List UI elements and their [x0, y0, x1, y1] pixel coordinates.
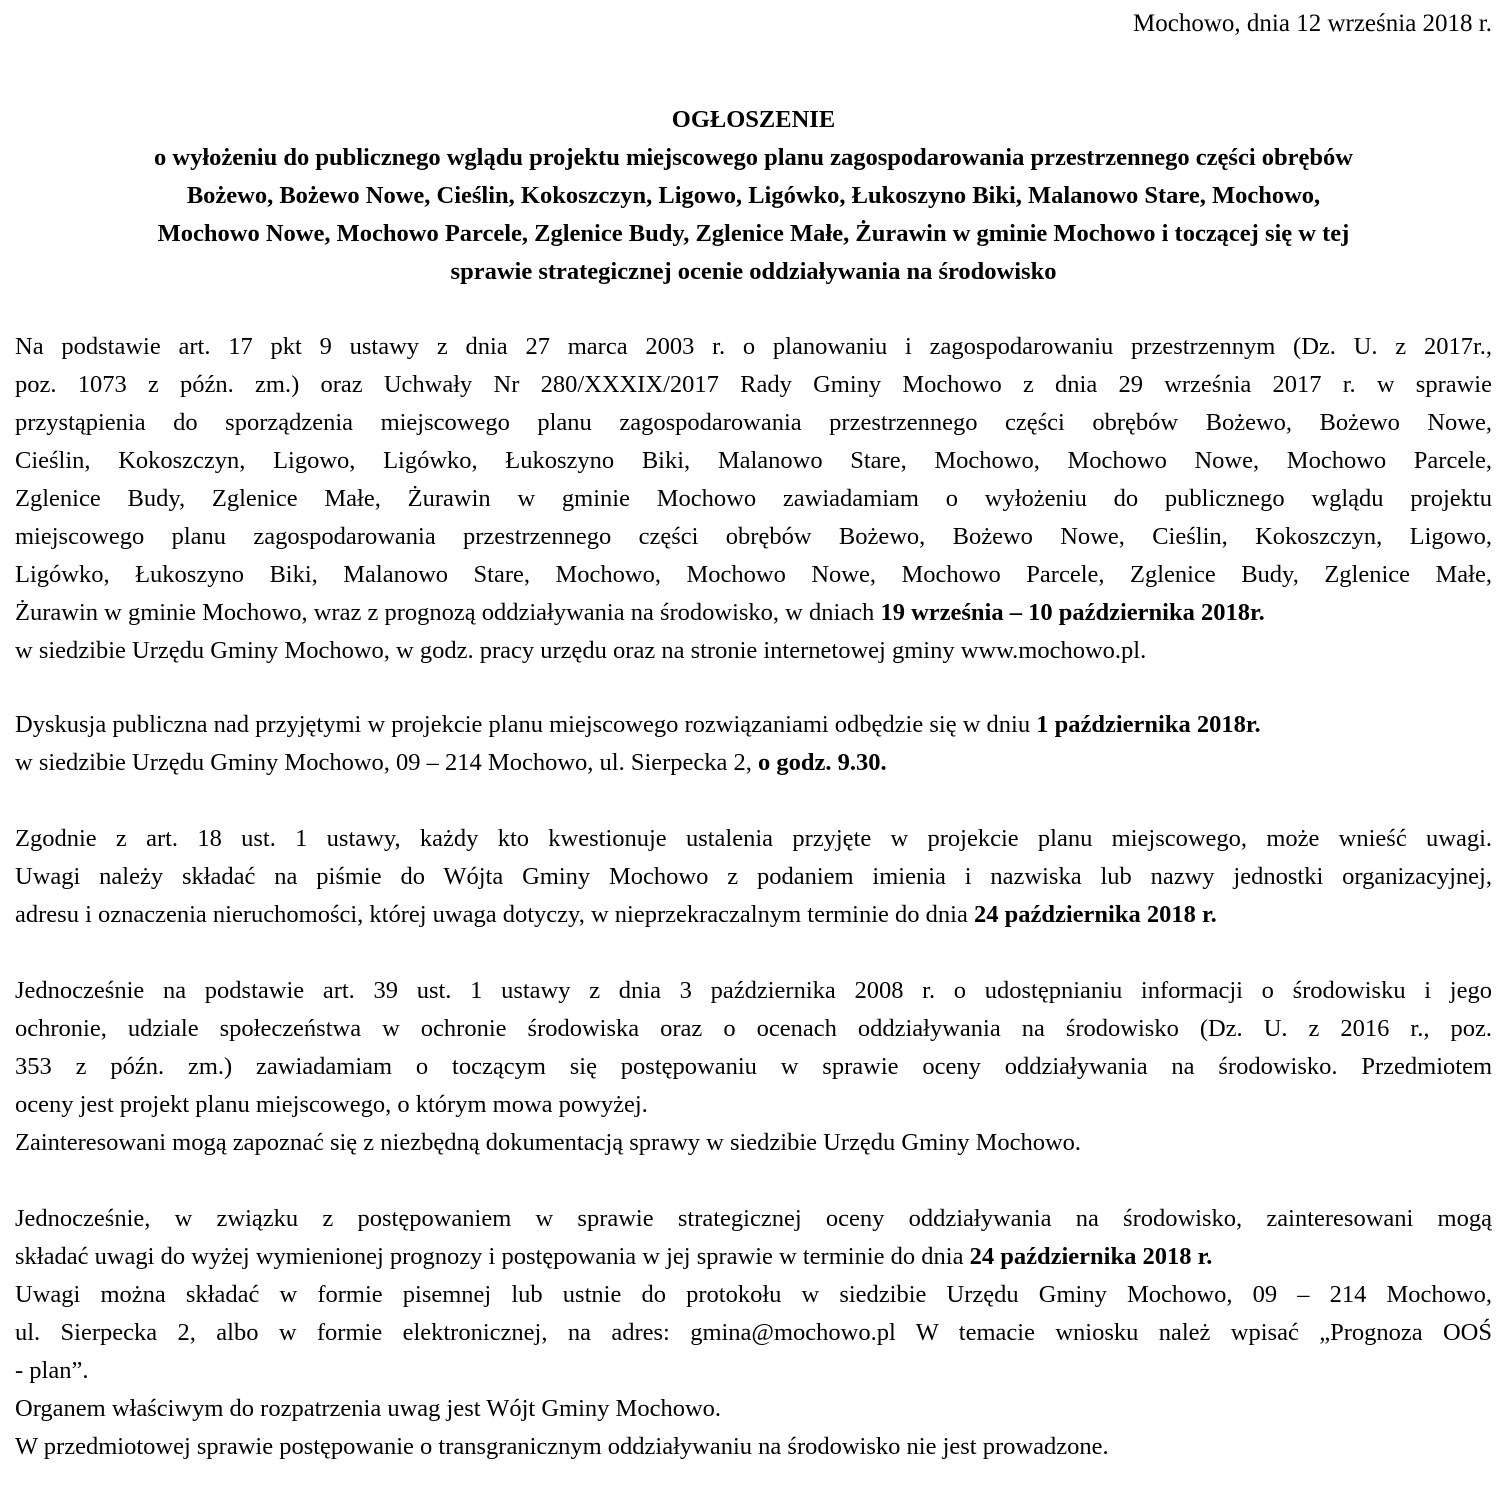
heading-title: OGŁOSZENIE — [671, 106, 836, 133]
paragraph-line: Organem właściwym do rozpatrzenia uwag jest Wójt Gminy Mochowo. — [15, 1395, 722, 1422]
paragraph-line: Cieślin, Kokoszczyn, Ligowo, Ligówko, Łukoszyno Biki, Malanowo Stare, Mochowo, Mochowo Nowe, Mochowo Parcele, — [15, 447, 1492, 474]
paragraph-line: oceny jest projekt planu miejscowego, o którym mowa powyżej. — [15, 1091, 648, 1118]
line-text: składać uwagi do wyżej wymienionej prognozy i postępowania w jej sprawie w terminie do dnia — [15, 1243, 970, 1270]
line-text: w siedzibie Urzędu Gminy Mochowo, 09 – 214 Mochowo, ul. Sierpecka 2, — [15, 749, 759, 776]
paragraph-line: ochronie, udziale społeczeństwa w ochronie środowiska oraz o ocenach oddziaływania na środowisko (Dz. U. z 2016 r., poz. — [15, 1015, 1492, 1042]
paragraph-line: 353 z późn. zm.) zawiadamiam o toczącym się postępowaniu w sprawie oceny oddziaływania na środowisko. Przedmiotem — [15, 1053, 1492, 1080]
paragraph-public-discussion — [15, 706, 1492, 782]
paragraph-line — [15, 896, 1492, 934]
paragraph-line: ul. Sierpecka 2, albo w formie elektronicznej, na adres: gmina@mochowo.pl W temacie wniosku należ wpisać „Prognoza OOŚ — [15, 1319, 1492, 1346]
paragraph-line: Ligówko, Łukoszyno Biki, Malanowo Stare, Mochowo, Mochowo Nowe, Mochowo Parcele, Zglenice Budy, Zglenice Małe, — [15, 561, 1492, 588]
paragraph-comments — [15, 820, 1492, 934]
paragraph-line — [15, 1238, 1492, 1276]
paragraph-legal-basis — [15, 328, 1492, 670]
paragraph-line: Uwagi można składać w formie pisemnej lub ustnie do protokołu w siedzibie Urzędu Gminy Mochowo, 09 – 214 Mochowo, — [15, 1281, 1492, 1308]
paragraph-line — [15, 706, 1492, 744]
exposure-dates: 19 września – 10 października 2018r. — [880, 599, 1265, 626]
line-text: Dyskusja publiczna nad przyjętymi w projekcie planu miejscowego rozwiązaniami odbędzie się w dniu — [15, 711, 1037, 738]
paragraph-line — [15, 594, 1492, 632]
line-text: Żurawin w gminie Mochowo, wraz z prognozą oddziaływania na środowisko, w dniach — [15, 599, 881, 626]
paragraph-line: W przedmiotowej sprawie postępowanie o transgranicznym oddziaływaniu na środowisko nie jest prowadzone. — [15, 1433, 1109, 1460]
paragraph-line: miejscowego planu zagospodarowania przestrzennego części obrębów Bożewo, Bożewo Nowe, Cieślin, Kokoszczyn, Ligowo, — [15, 523, 1492, 550]
paragraph-line: w siedzibie Urzędu Gminy Mochowo, w godz. pracy urzędu oraz na stronie internetowej gminy www.mochowo.pl. — [15, 637, 1147, 664]
paragraph-line: Zgodnie z art. 18 ust. 1 ustawy, każdy kto kwestionuje ustalenia przyjęte w projekcie planu miejscowego, może wnieść uwagi. — [15, 825, 1492, 852]
assessment-deadline: 24 października 2018 r. — [969, 1243, 1213, 1270]
heading-subtitle-line: o wyłożeniu do publicznego wglądu projektu miejscowego planu zagospodarowania przestrzennego części obrębów — [154, 144, 1353, 171]
discussion-time: o godz. 9.30. — [758, 749, 887, 776]
heading-subtitle-line: sprawie strategicznej ocenie oddziaływania na środowisko — [450, 258, 1057, 285]
paragraph-line: Zainteresowani mogą zapoznać się z niezbędną dokumentacją sprawy w siedzibie Urzędu Gminy Mochowo. — [15, 1129, 1082, 1156]
paragraph-line: Jednocześnie na podstawie art. 39 ust. 1 ustawy z dnia 3 października 2008 r. o udostępnianiu informacji o środowisku i jego — [15, 977, 1492, 1004]
paragraph-line: Jednocześnie, w związku z postępowaniem w sprawie strategicznej oceny oddziaływania na środowisko, zainteresowani mogą — [15, 1205, 1492, 1232]
paragraph-line: przystąpienia do sporządzenia miejscowego planu zagospodarowania przestrzennego części obrębów Bożewo, Bożewo Nowe, — [15, 409, 1492, 436]
announcement-heading — [15, 101, 1492, 291]
paragraph-strategic-assessment — [15, 1200, 1492, 1466]
heading-subtitle-line: Mochowo Nowe, Mochowo Parcele, Zglenice Budy, Zglenice Małe, Żurawin w gminie Mochowo i toczącej się w tej — [157, 220, 1350, 247]
comments-deadline: 24 października 2018 r. — [973, 901, 1217, 928]
paragraph-line: Na podstawie art. 17 pkt 9 ustawy z dnia 27 marca 2003 r. o planowaniu i zagospodarowaniu przestrzennym (Dz. U. z 2017r., — [15, 333, 1492, 360]
discussion-date: 1 października 2018r. — [1036, 711, 1261, 738]
paragraph-line — [15, 744, 1492, 782]
place-date: Mochowo, dnia 12 września 2018 r. — [1133, 10, 1492, 37]
paragraph-line: - plan”. — [15, 1357, 89, 1384]
paragraph-line: Uwagi należy składać na piśmie do Wójta Gminy Mochowo z podaniem imienia i nazwiska lub nazwy jednostki organizacyjnej, — [15, 863, 1492, 890]
paragraph-environmental-notice — [15, 972, 1492, 1162]
paragraph-line: Zglenice Budy, Zglenice Małe, Żurawin w gminie Mochowo zawiadamiam o wyłożeniu do publicznego wglądu projektu — [15, 485, 1492, 512]
line-text: adresu i oznaczenia nieruchomości, której uwaga dotyczy, w nieprzekraczalnym terminie do dnia — [15, 901, 974, 928]
heading-subtitle-line: Bożewo, Bożewo Nowe, Cieślin, Kokoszczyn, Ligowo, Ligówko, Łukoszyno Biki, Malanowo Stare, Mochowo, — [186, 182, 1321, 209]
paragraph-line: poz. 1073 z późn. zm.) oraz Uchwały Nr 280/XXXIX/2017 Rady Gminy Mochowo z dnia 29 września 2017 r. w sprawie — [15, 371, 1492, 398]
